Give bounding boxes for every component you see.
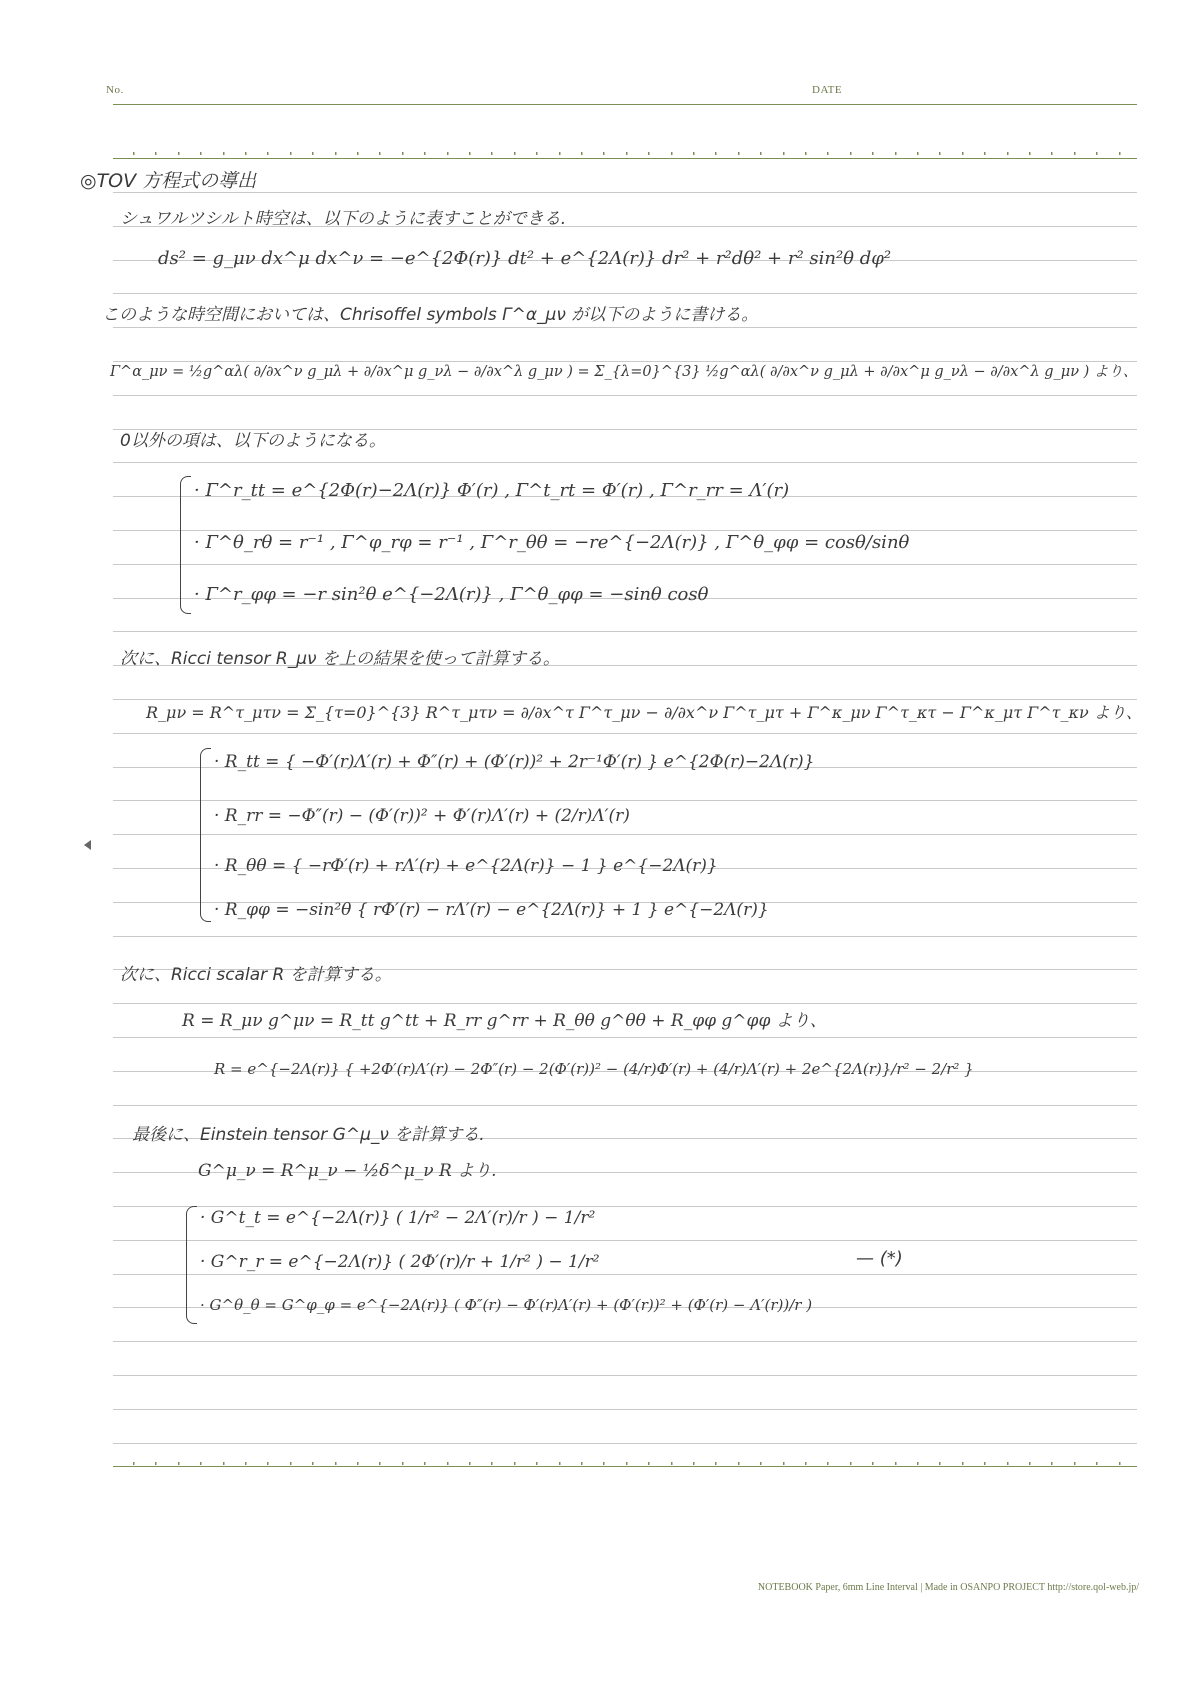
ricci-term-phiphi: · R_φφ = −sin²θ { rΦ′(r) − rΛ′(r) − e^{2Λ(r)} + 1 } e^{−2Λ(r)} — [214, 900, 769, 920]
ruled-line — [113, 462, 1137, 463]
ricci-term-tt: · R_tt = { −Φ′(r)Λ′(r) + Φ″(r) + (Φ′(r))² + 2r⁻¹Φ′(r) } e^{2Φ(r)−2Λ(r)} — [214, 752, 815, 772]
dot-mark — [1096, 1462, 1098, 1465]
dot-mark — [693, 152, 695, 155]
dot-mark — [872, 152, 874, 155]
ruled-line — [113, 834, 1137, 835]
ruled-line — [113, 395, 1137, 396]
dot-mark — [357, 152, 359, 155]
dot-mark — [312, 152, 314, 155]
text-line-1: シュワルツシルト時空は、以下のように表すことができる. — [120, 209, 567, 229]
ruled-line — [113, 327, 1137, 328]
dot-mark — [738, 152, 740, 155]
christoffel-term-3: · Γ^r_φφ = −r sin²θ e^{−2Λ(r)} , Γ^θ_φφ = −sinθ cosθ — [194, 584, 709, 605]
dot-mark — [290, 1462, 292, 1465]
dot-mark — [962, 1462, 964, 1465]
christoffel-term-1: · Γ^r_tt = e^{2Φ(r)−2Λ(r)} Φ′(r) , Γ^t_rt = Φ′(r) , Γ^r_rr = Λ′(r) — [194, 480, 790, 501]
dot-mark — [648, 1462, 650, 1465]
ruled-line — [113, 1206, 1137, 1207]
dot-mark — [133, 152, 135, 155]
dot-mark — [827, 1462, 829, 1465]
dot-mark — [223, 152, 225, 155]
dot-mark — [738, 1462, 740, 1465]
dot-mark — [693, 1462, 695, 1465]
header-rule — [113, 104, 1137, 105]
dot-mark — [715, 1462, 717, 1465]
dot-mark — [312, 1462, 314, 1465]
dot-mark — [133, 1462, 135, 1465]
dot-mark — [379, 152, 381, 155]
dot-mark — [715, 152, 717, 155]
dot-mark — [178, 152, 180, 155]
dot-mark — [1051, 1462, 1053, 1465]
dot-mark — [1007, 152, 1009, 155]
ricci-scalar-result: R = e^{−2Λ(r)} { +2Φ′(r)Λ′(r) − 2Φ″(r) − 2(Φ′(r))² − (4/r)Φ′(r) + (4/r)Λ′(r) + 2e^{2Λ(r)}/r² − 2/r² } — [214, 1060, 974, 1078]
dot-mark — [850, 152, 852, 155]
ruled-line — [113, 1037, 1137, 1038]
dot-mark — [559, 152, 561, 155]
dot-mark — [245, 152, 247, 155]
dot-mark — [671, 152, 673, 155]
dot-mark — [379, 1462, 381, 1465]
dot-mark — [626, 152, 628, 155]
ruled-line — [113, 1341, 1137, 1342]
dot-mark — [424, 1462, 426, 1465]
text-line-4: 次に、Ricci tensor R_μν を上の結果を使って計算する。 — [120, 649, 560, 669]
dot-mark — [536, 152, 538, 155]
top-dot-marks — [113, 152, 1137, 156]
dot-mark — [984, 1462, 986, 1465]
dot-mark — [760, 1462, 762, 1465]
einstein-tensor-equation: G^μ_ν = R^μ_ν − ½δ^μ_ν R より. — [198, 1161, 497, 1181]
ruled-line — [113, 530, 1137, 531]
dot-mark — [536, 1462, 538, 1465]
dot-mark — [1074, 152, 1076, 155]
text-line-3: 0以外の項は、以下のようになる。 — [120, 431, 386, 451]
dot-mark — [1119, 1462, 1121, 1465]
dot-mark — [491, 1462, 493, 1465]
equation-mark: — (*) — [856, 1248, 903, 1269]
christoffel-term-2: · Γ^θ_rθ = r⁻¹ , Γ^φ_rφ = r⁻¹ , Γ^r_θθ = −re^{−2Λ(r)} , Γ^θ_φφ = cosθ/sinθ — [194, 532, 910, 553]
ruled-line — [113, 1240, 1137, 1241]
dot-mark — [491, 152, 493, 155]
dot-mark — [200, 1462, 202, 1465]
dot-mark — [335, 152, 337, 155]
dot-mark — [850, 1462, 852, 1465]
dot-mark — [402, 152, 404, 155]
dot-mark — [559, 1462, 561, 1465]
einstein-term-tt: · G^t_t = e^{−2Λ(r)} ( 1/r² − 2Λ′(r)/r ) − 1/r² — [200, 1208, 596, 1228]
brace-christoffel — [180, 476, 191, 614]
dot-mark — [469, 152, 471, 155]
dot-mark — [267, 1462, 269, 1465]
dot-mark — [223, 1462, 225, 1465]
ruled-line — [113, 1274, 1137, 1275]
dot-mark — [626, 1462, 628, 1465]
dot-mark — [581, 152, 583, 155]
dot-mark — [424, 152, 426, 155]
dot-mark — [895, 1462, 897, 1465]
text-line-6: 最後に、Einstein tensor G^μ_ν を計算する. — [132, 1125, 485, 1145]
dot-mark — [917, 1462, 919, 1465]
ruled-line — [113, 733, 1137, 734]
dot-mark — [939, 152, 941, 155]
dot-mark — [805, 1462, 807, 1465]
ruled-line — [113, 936, 1137, 937]
dot-mark — [581, 1462, 583, 1465]
ricci-term-thetatheta: · R_θθ = { −rΦ′(r) + rΛ′(r) + e^{2Λ(r)} − 1 } e^{−2Λ(r)} — [214, 856, 718, 876]
ricci-term-rr: · R_rr = −Φ″(r) − (Φ′(r))² + Φ′(r)Λ′(r) + (2/r)Λ′(r) — [214, 806, 630, 826]
text-line-5: 次に、Ricci scalar R を計算する。 — [120, 965, 392, 985]
dot-mark — [1119, 152, 1121, 155]
dot-mark — [178, 1462, 180, 1465]
dot-mark — [267, 152, 269, 155]
ricci-tensor-equation: R_μν = R^τ_μτν = Σ_{τ=0}^{3} R^τ_μτν = ∂/∂x^τ Γ^τ_μν − ∂/∂x^ν Γ^τ_μτ + Γ^κ_μν Γ^τ_κτ − Γ^κ_μτ Γ^τ_κν より、 — [146, 703, 1142, 722]
ruled-line — [113, 1375, 1137, 1376]
footer-credit: NOTEBOOK Paper, 6mm Line Interval | Made in OSANPO PROJECT http://store.qol-web.jp/ — [757, 1582, 1139, 1593]
dot-mark — [872, 1462, 874, 1465]
dot-mark — [760, 152, 762, 155]
dot-mark — [1029, 1462, 1031, 1465]
metric-equation: ds² = g_μν dx^μ dx^ν = −e^{2Φ(r)} dt² + e^{2Λ(r)} dr² + r²dθ² + r² sin²θ dφ² — [158, 248, 892, 269]
dot-mark — [648, 152, 650, 155]
dot-mark — [514, 1462, 516, 1465]
dot-mark — [603, 152, 605, 155]
dot-mark — [805, 152, 807, 155]
dot-mark — [939, 1462, 941, 1465]
dot-mark — [917, 152, 919, 155]
dot-mark — [402, 1462, 404, 1465]
dot-mark — [783, 1462, 785, 1465]
dot-mark — [245, 1462, 247, 1465]
brace-einstein — [186, 1206, 197, 1324]
dot-mark — [1007, 1462, 1009, 1465]
text-line-2: このような時空間においては、Chrisoffel symbols Γ^α_μν が以下のように書ける。 — [102, 305, 759, 325]
ruled-line — [113, 800, 1137, 801]
einstein-term-thetatheta: · G^θ_θ = G^φ_φ = e^{−2Λ(r)} ( Φ″(r) − Φ′(r)Λ′(r) + (Φ′(r))² + (Φ′(r) − Λ′(r))/r ) — [200, 1296, 813, 1314]
dot-mark — [200, 152, 202, 155]
dot-mark — [290, 152, 292, 155]
ruled-line — [113, 293, 1137, 294]
dot-mark — [469, 1462, 471, 1465]
dot-mark — [1096, 152, 1098, 155]
ricci-scalar-equation: R = R_μν g^μν = R_tt g^tt + R_rr g^rr + R_θθ g^θθ + R_φφ g^φφ より、 — [182, 1011, 827, 1031]
ruled-line — [113, 631, 1137, 632]
dot-mark — [155, 152, 157, 155]
dot-mark — [1051, 152, 1053, 155]
no-label: No. — [106, 84, 124, 96]
ruled-line — [113, 1409, 1137, 1410]
dot-mark — [783, 152, 785, 155]
dot-mark — [895, 152, 897, 155]
dot-mark — [155, 1462, 157, 1465]
ruled-line — [113, 1003, 1137, 1004]
dot-mark — [447, 152, 449, 155]
dot-mark — [1074, 1462, 1076, 1465]
dot-mark — [447, 1462, 449, 1465]
ruled-line — [113, 1443, 1137, 1444]
dot-mark — [603, 1462, 605, 1465]
einstein-term-rr: · G^r_r = e^{−2Λ(r)} ( 2Φ′(r)/r + 1/r² ) − 1/r² — [200, 1252, 600, 1272]
dot-mark — [335, 1462, 337, 1465]
dot-mark — [984, 152, 986, 155]
ruled-line — [113, 192, 1137, 193]
dot-mark — [357, 1462, 359, 1465]
top-bold-rule — [113, 158, 1137, 159]
date-label: DATE — [812, 84, 843, 96]
dot-mark — [962, 152, 964, 155]
brace-ricci — [200, 748, 211, 922]
page-turn-arrow-icon[interactable] — [84, 840, 91, 850]
bottom-bold-rule — [113, 1466, 1137, 1467]
christoffel-equation: Γ^α_μν = ½g^αλ( ∂/∂x^ν g_μλ + ∂/∂x^μ g_νλ − ∂/∂x^λ g_μν ) = Σ_{λ=0}^{3} ½g^αλ( ∂/∂x^ν g_μλ + ∂/∂x^μ g_νλ − ∂/∂x^λ g_μν ) より、 — [110, 364, 1138, 380]
dot-mark — [827, 152, 829, 155]
ruled-line — [113, 1105, 1137, 1106]
section-title: ◎TOV 方程式の導出 — [80, 170, 257, 192]
dot-mark — [1029, 152, 1031, 155]
ruled-line — [113, 564, 1137, 565]
dot-mark — [514, 152, 516, 155]
dot-mark — [671, 1462, 673, 1465]
